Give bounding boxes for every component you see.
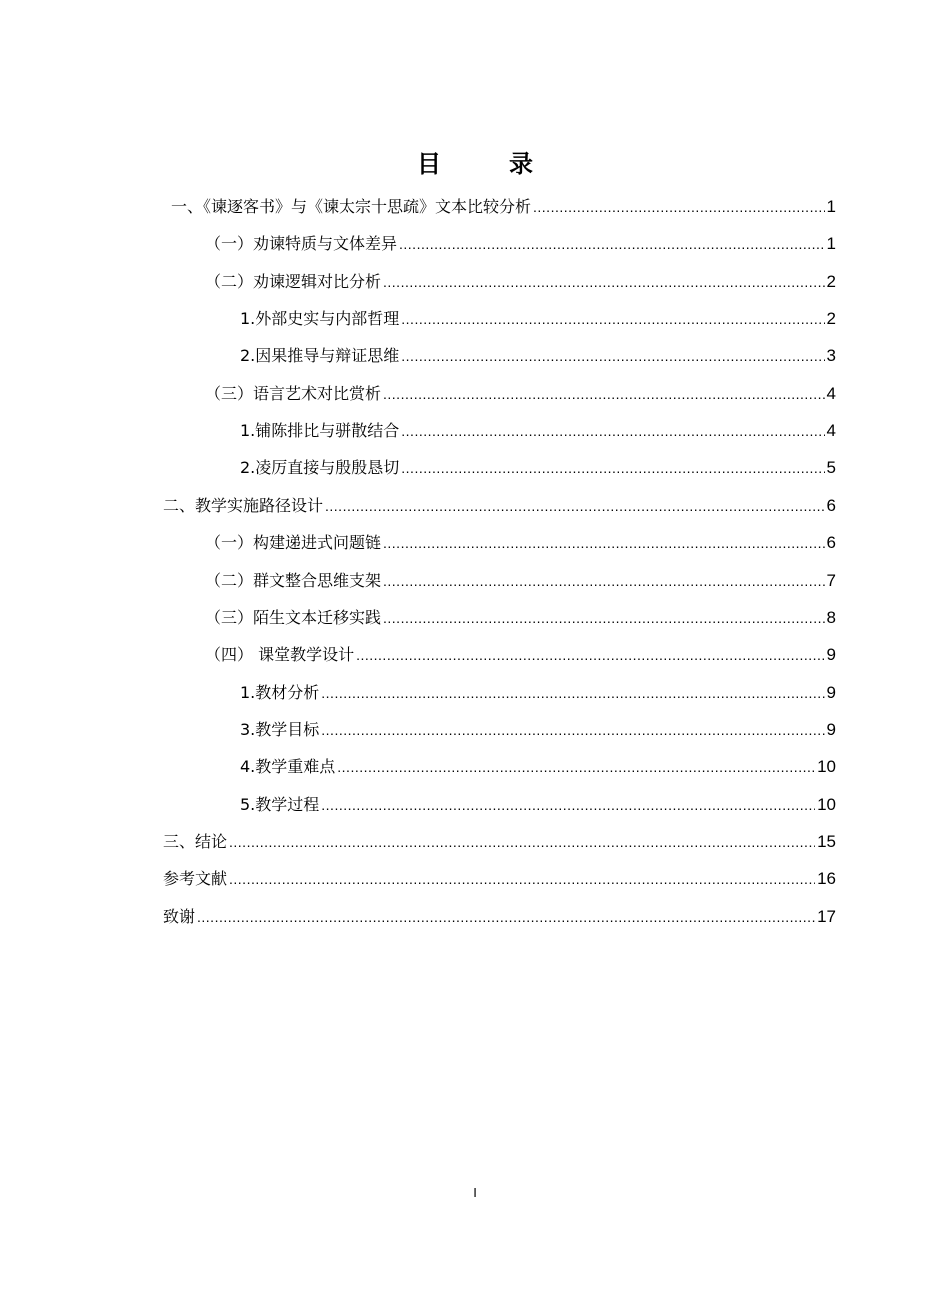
toc-entry-page-number: 6 <box>826 495 836 515</box>
toc-entry-page-number: 1 <box>826 234 836 254</box>
toc-dot-leader <box>321 717 824 743</box>
toc-dot-leader <box>325 493 825 519</box>
toc-entry-page-number: 8 <box>826 607 836 627</box>
toc-entry-label: 3.教学目标 <box>240 719 320 739</box>
toc-entry-label: 1.外部史实与内部哲理 <box>240 309 400 329</box>
toc-entry-label: （二）劝谏逻辑对比分析 <box>205 271 382 291</box>
toc-entry-page-number: 6 <box>826 533 836 553</box>
toc-entry-page-number: 1 <box>826 197 836 216</box>
toc-entry-label: 2.凌厉直接与殷殷恳切 <box>240 458 400 478</box>
toc-entry[interactable] <box>171 194 836 220</box>
toc-entry-page-number: 16 <box>817 869 836 889</box>
toc-entry[interactable] <box>240 343 836 369</box>
page-title: 目 录 <box>417 149 555 178</box>
toc-entry-label: （一）劝谏特质与文体差异 <box>205 234 398 254</box>
toc-entry[interactable] <box>240 306 836 332</box>
toc-entry-page-number: 9 <box>826 645 836 665</box>
toc-entry[interactable] <box>205 568 836 594</box>
toc-entry-label: 参考文献 <box>163 869 228 889</box>
toc-dot-leader <box>337 754 815 780</box>
toc-entry[interactable] <box>163 866 836 892</box>
toc-entry-label: 2.因果推导与辩证思维 <box>240 346 400 366</box>
toc-dot-leader <box>533 194 825 220</box>
toc-dot-leader <box>383 381 825 407</box>
page-number-footer: I <box>473 1185 477 1200</box>
toc-entry-page-number: 3 <box>826 346 836 366</box>
toc-entry[interactable] <box>240 792 836 818</box>
toc-entry[interactable] <box>205 605 836 631</box>
toc-entry-label: （三）语言艺术对比赏析 <box>205 383 382 403</box>
toc-entry[interactable] <box>240 680 836 706</box>
toc-entry-page-number: 15 <box>817 831 836 851</box>
toc-entry-page-number: 10 <box>817 794 836 814</box>
toc-entry-page-number: 5 <box>826 458 836 478</box>
toc-entry[interactable] <box>205 530 836 556</box>
toc-entry-page-number: 4 <box>826 421 836 441</box>
toc-dot-leader <box>399 231 825 257</box>
toc-entry-page-number: 7 <box>826 570 836 590</box>
toc-dot-leader <box>401 418 824 444</box>
toc-entry[interactable] <box>205 269 836 295</box>
toc-dot-leader <box>229 829 815 855</box>
toc-dot-leader <box>229 866 815 892</box>
toc-entry-page-number: 10 <box>817 757 836 777</box>
toc-entry-label: 1.铺陈排比与骈散结合 <box>240 421 400 441</box>
toc-dot-leader <box>383 605 825 631</box>
toc-dot-leader <box>383 530 825 556</box>
toc-entry-page-number: 2 <box>826 309 836 329</box>
toc-dot-leader <box>197 904 815 930</box>
toc-entry-label: 一、《谏逐客书》与《谏太宗十思疏》文本比较分析 <box>171 197 532 216</box>
toc-dot-leader <box>356 642 824 668</box>
toc-entry[interactable] <box>163 904 836 930</box>
toc-dot-leader <box>401 306 824 332</box>
toc-entry-label: 二、教学实施路径设计 <box>163 495 324 515</box>
toc-entry-label: 致谢 <box>163 906 196 926</box>
toc-entry-label: 5.教学过程 <box>240 794 320 814</box>
toc-entry-page-number: 9 <box>826 719 836 739</box>
toc-entry[interactable] <box>205 231 836 257</box>
toc-entry-label: （三）陌生文本迁移实践 <box>205 607 382 627</box>
toc-dot-leader <box>383 269 825 295</box>
toc-entry-page-number: 2 <box>826 271 836 291</box>
toc-entry[interactable] <box>240 418 836 444</box>
toc-entry[interactable] <box>163 829 836 855</box>
toc-dot-leader <box>321 680 824 706</box>
toc-entry-label: （四） 课堂教学设计 <box>205 645 355 665</box>
toc-entry[interactable] <box>205 381 836 407</box>
toc-entry[interactable] <box>240 455 836 481</box>
toc-dot-leader <box>321 792 815 818</box>
toc-entry-label: （二）群文整合思维支架 <box>205 570 382 590</box>
toc-entry-label: 1.教材分析 <box>240 682 320 702</box>
toc-dot-leader <box>383 568 825 594</box>
toc-dot-leader <box>401 455 824 481</box>
toc-entry-page-number: 9 <box>826 682 836 702</box>
toc-entry-page-number: 17 <box>817 906 836 926</box>
toc-entry-label: 三、结论 <box>163 831 228 851</box>
toc-entry[interactable] <box>240 754 836 780</box>
toc-dot-leader <box>401 343 824 369</box>
toc-entry[interactable] <box>205 642 836 668</box>
toc-entry-page-number: 4 <box>826 383 836 403</box>
toc-entry[interactable] <box>240 717 836 743</box>
toc-entry-label: 4.教学重难点 <box>240 757 336 777</box>
toc-entry[interactable] <box>163 493 836 519</box>
toc-entry-label: （一）构建递进式问题链 <box>205 533 382 553</box>
